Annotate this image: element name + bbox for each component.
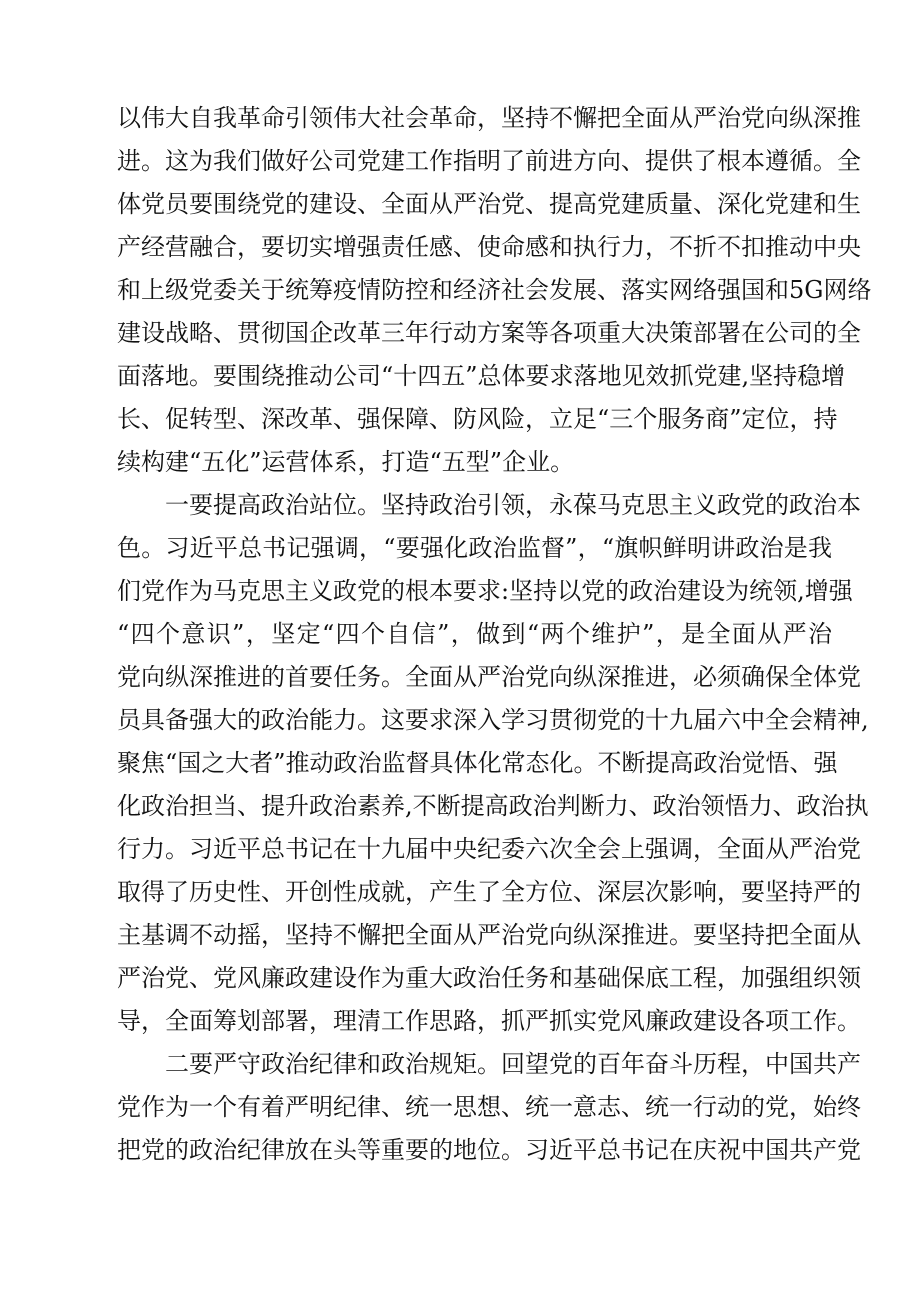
text-line: 们党作为马克思主义政党的根本要求:坚持以党的政治建设为统领,增强	[117, 577, 853, 605]
paragraph-first-line: 二要严守政治纪律和政治规矩。回望党的百年奋斗历程，中国共产	[165, 1050, 861, 1078]
text-line: 长、促转型、深改革、强保障、防风险，立足“三个服务商”定位，持	[117, 405, 838, 433]
text-line: 建设战略、贯彻国企改革三年行动方案等各项重大决策部署在公司的全	[117, 319, 861, 347]
text-line: 面落地。要围绕推动公司“十四五”总体要求落地见效抓党建,坚持稳增	[117, 362, 846, 390]
text-line: 党作为一个有着严明纪律、统一思想、统一意志、统一行动的党，始终	[117, 1093, 861, 1121]
text-line: 党向纵深推进的首要任务。全面从严治党向纵深推进，必须确保全体党	[117, 663, 861, 691]
text-line: 取得了历史性、开创性成就，产生了全方位、深层次影响，要坚持严的	[117, 878, 861, 906]
text-line: 体党员要围绕党的建设、全面从严治党、提高党建质量、深化党建和生	[117, 190, 861, 218]
text-line: 把党的政治纪律放在头等重要的地位。习近平总书记在庆祝中国共产党	[117, 1136, 861, 1164]
text-line: 色。习近平总书记强调，“要强化政治监督”，“旗帜鲜明讲政治是我	[117, 534, 832, 562]
text-line: 化政治担当、提升政治素养,不断提高政治判断力、政治领悟力、政治执	[117, 792, 869, 820]
text-line: 和上级党委关于统筹疫情防控和经济社会发展、落实网络强国和5G网络	[117, 276, 872, 304]
text-line: 导，全面筹划部署，理清工作思路，抓严抓实党风廉政建设各项工作。	[117, 1007, 861, 1035]
text-line: 行力。习近平总书记在十九届中央纪委六次全会上强调，全面从严治党	[117, 835, 861, 863]
text-line: 聚焦“国之大者”推动政治监督具体化常态化。不断提高政治觉悟、强	[117, 749, 838, 777]
text-line: 产经营融合，要切实增强责任感、使命感和执行力，不折不扣推动中央	[117, 233, 861, 261]
text-line: 进。这为我们做好公司党建工作指明了前进方向、提供了根本遵循。全	[117, 147, 861, 175]
text-line: “四个意识”，坚定“四个自信”，做到“两个维护”，是全面从严治	[117, 620, 832, 648]
paragraph-first-line: 一要提高政治站位。坚持政治引领，永葆马克思主义政党的政治本	[165, 491, 861, 519]
text-line: 严治党、党风廉政建设作为重大政治任务和基础保底工程，加强组织领	[117, 964, 861, 992]
text-line: 员具备强大的政治能力。这要求深入学习贯彻党的十九届六中全会精神,	[117, 706, 869, 734]
text-line: 主基调不动摇，坚持不懈把全面从严治党向纵深推进。要坚持把全面从	[117, 921, 861, 949]
text-line: 续构建“五化”运营体系，打造“五型”企业。	[117, 448, 575, 476]
text-line: 以伟大自我革命引领伟大社会革命，坚持不懈把全面从严治党向纵深推	[117, 104, 861, 132]
